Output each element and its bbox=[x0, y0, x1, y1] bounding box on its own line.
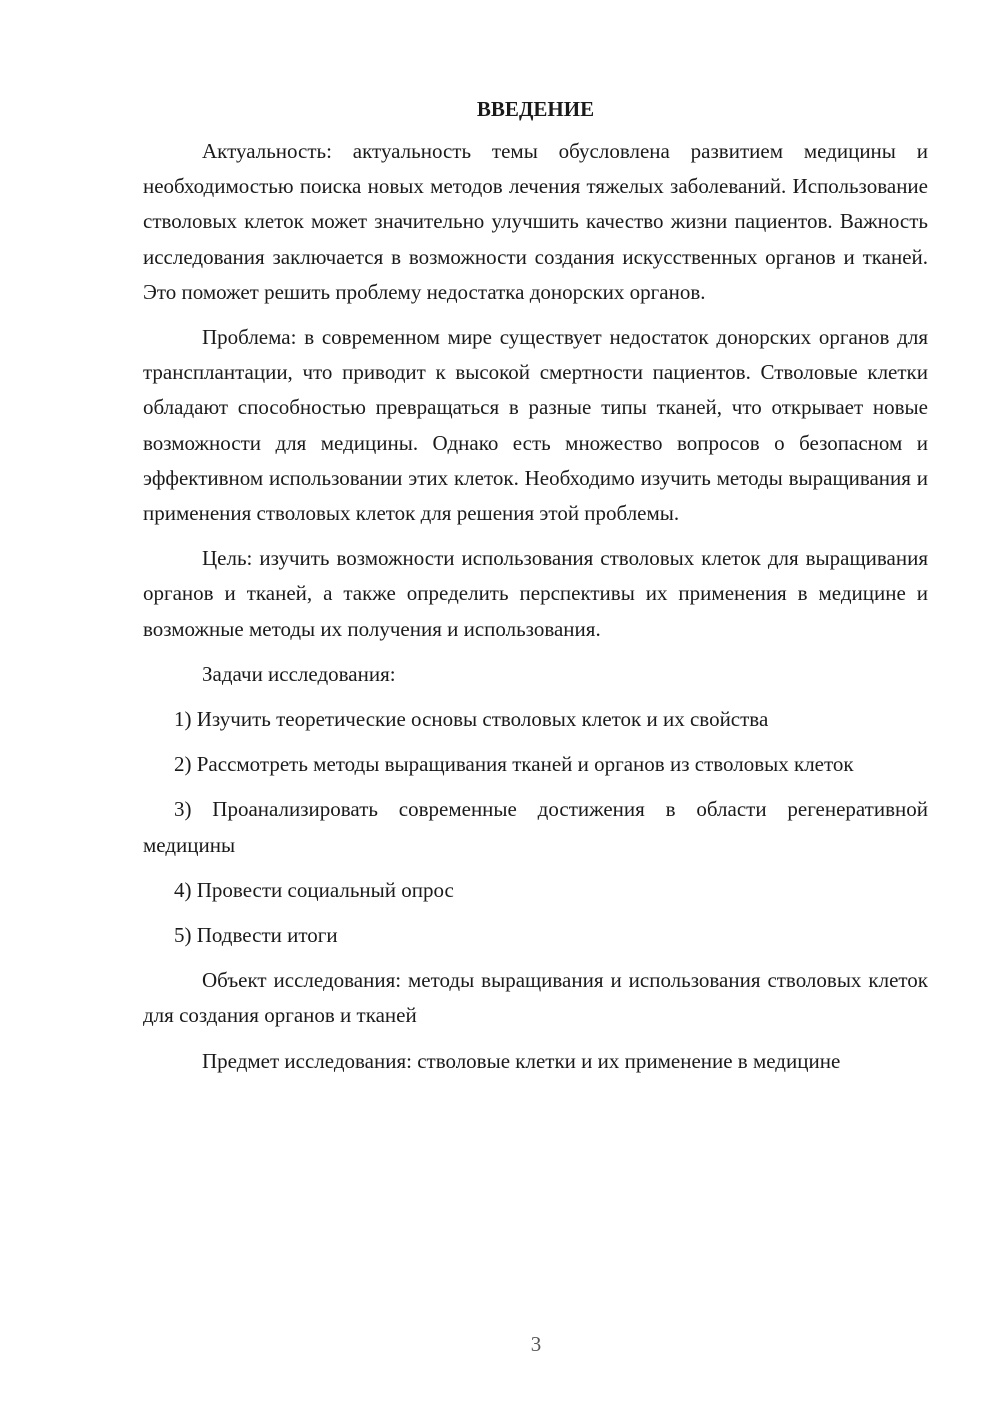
tasks-heading: Задачи исследования: bbox=[202, 661, 396, 686]
problem-paragraph: Проблема: в современном мире существует недостаток донорских органов для трансплантации, что приводит к высокой смертности пациентов. Стволовые клетки обладают способностью превращаться в разные типы тканей, что открывает новые возможности для медицины. Однако есть множество вопросов о безопасном и эффективном использовании этих клеток. Необходимо изучить методы выращивания и применения стволовых клеток для решения этой проблемы. bbox=[143, 325, 928, 526]
task-item: 1) Изучить теоретические основы стволовых клеток и их свойства bbox=[174, 707, 769, 732]
object-paragraph: Объект исследования: методы выращивания и использования стволовых клеток для создания органов и тканей bbox=[143, 968, 928, 1028]
page-number: 3 bbox=[530, 1332, 542, 1356]
subject-paragraph: Предмет исследования: стволовые клетки и их применение в медицине bbox=[202, 1048, 841, 1073]
document-page bbox=[143, 92, 928, 1089]
task-item: 4) Провести социальный опрос bbox=[174, 877, 454, 902]
task-item: 5) Подвести итоги bbox=[174, 923, 338, 948]
relevance-paragraph: Актуальность: актуальность темы обусловлена развитием медицины и необходимостью поиска новых методов лечения тяжелых заболеваний. Использование стволовых клеток может значительно улучшить качество жизни пациентов. Важность исследования заключается в возможности создания искусственных органов и тканей. Это поможет решить проблему недостатка донорских органов. bbox=[143, 139, 928, 304]
page-title: ВВЕДЕНИЕ bbox=[476, 97, 595, 121]
task-item: 3) Проанализировать современные достижения в области регенеративной медицины bbox=[143, 797, 928, 857]
goal-paragraph: Цель: изучить возможности использования стволовых клеток для выращивания органов и тканей, а также определить перспективы их применения в медицине и возможные методы их получения и использования. bbox=[143, 546, 928, 641]
task-item: 2) Рассмотреть методы выращивания тканей и органов из стволовых клеток bbox=[174, 752, 854, 777]
